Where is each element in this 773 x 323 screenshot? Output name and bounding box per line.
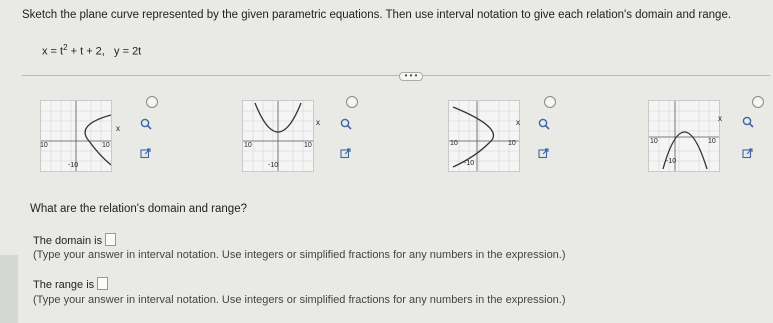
choice-a-tick-pos: 10 [102,142,110,149]
choice-c-x-axis-label: x [516,118,520,127]
domain-line [33,233,116,247]
domain-input[interactable] [105,233,116,246]
popout-icon[interactable] [140,148,151,159]
instruction-text: Sketch the plane curve represented by the given parametric equations. Then use interval notation to give each relation's domain and range. [22,9,732,21]
range-label: The range is [33,279,95,291]
x-equation-exponent: 2 [63,43,68,52]
choice-b-radio[interactable] [346,96,358,108]
popout-icon[interactable] [538,148,549,159]
section-divider [22,75,770,76]
domain-label: The domain is [33,235,103,247]
choice-c-tick-neg: 10 [450,140,458,147]
choice-c-tick-pos: 10 [508,140,516,147]
range-input[interactable] [97,277,108,290]
popout-icon[interactable] [340,148,351,159]
y-equation: y = 2t [114,45,142,58]
choice-d-radio[interactable] [752,96,764,108]
choice-b-tick-pos: 10 [304,142,312,149]
choice-b-tick-neg: 10 [244,142,252,149]
domain-hint: (Type your answer in interval notation. Use integers or simplified fractions for any numbers in the expression.) [33,249,566,261]
choice-d-tick-pos: 10 [708,138,716,145]
choice-b-tick-bottom: -10 [268,162,279,169]
choice-c-graph [448,100,520,172]
range-line [33,277,108,291]
magnifier-icon[interactable] [140,118,152,130]
popout-icon[interactable] [742,148,753,159]
expand-button[interactable]: • • • [399,72,423,81]
choice-c-tick-bottom: -10 [464,160,475,167]
choice-d-tick-bottom: -10 [666,158,677,165]
magnifier-icon[interactable] [742,116,754,128]
range-hint: (Type your answer in interval notation. Use integers or simplified fractions for any numbers in the expression.) [33,294,566,306]
x-equation-suffix: + t + 2, [67,45,105,58]
choice-b-x-axis-label: x [316,118,320,127]
magnifier-icon[interactable] [340,118,352,130]
choice-a-tick-bottom: -10 [68,162,79,169]
choice-a-x-axis-label: x [116,124,120,133]
choice-a-radio[interactable] [146,96,158,108]
choice-a-tick-neg: 10 [40,142,48,149]
choice-c-radio[interactable] [544,96,556,108]
magnifier-icon[interactable] [538,118,550,130]
choice-d-tick-neg: 10 [650,138,658,145]
x-equation-prefix: x = t [42,45,64,58]
choice-d-graph [648,100,720,172]
answer-prompt: What are the relation's domain and range? [30,203,247,215]
page-edge-shadow [0,255,18,323]
parametric-equations [42,43,141,58]
choice-d-x-axis-label: x [718,114,722,123]
